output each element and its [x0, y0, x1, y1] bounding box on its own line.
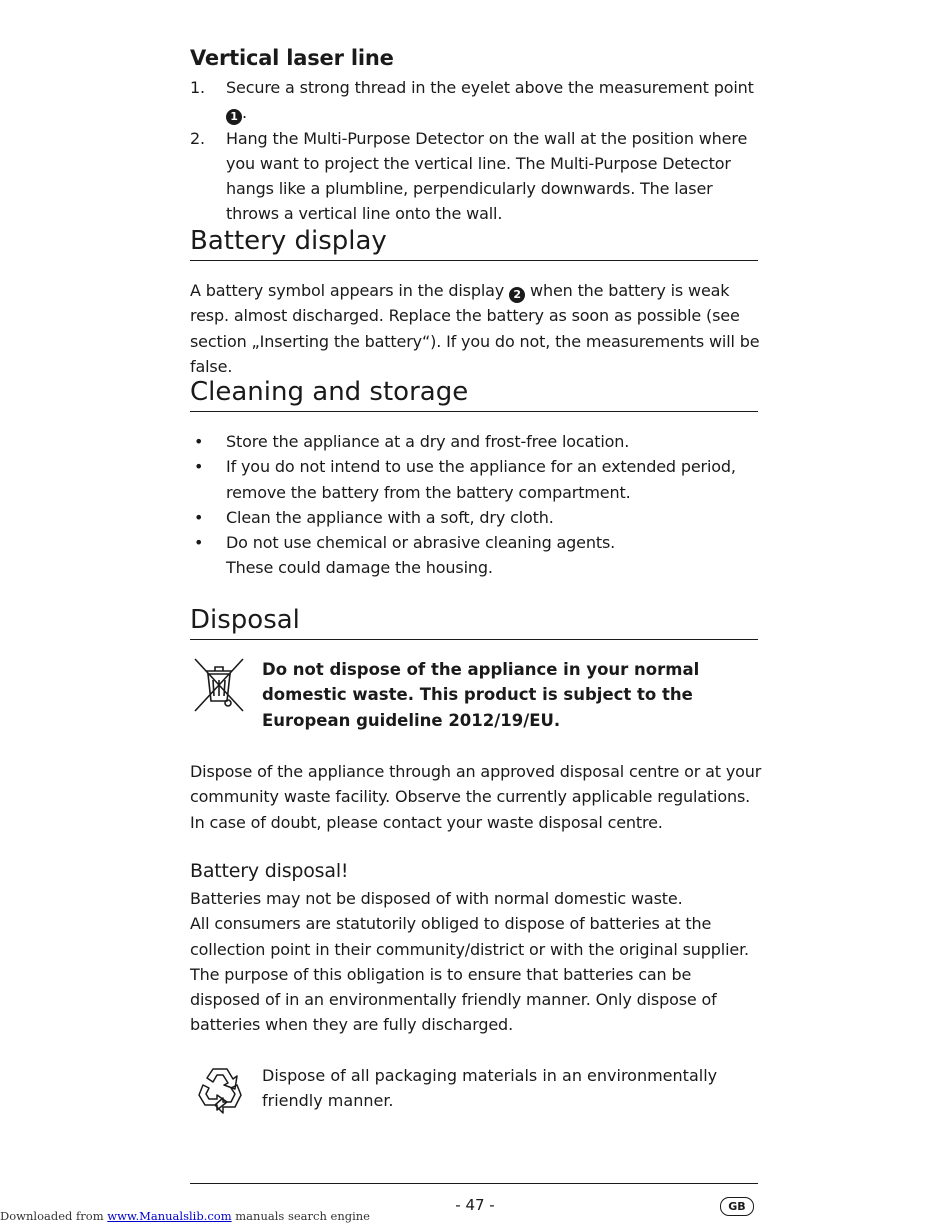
- download-prefix: Downloaded from: [0, 1209, 104, 1223]
- list-item: [190, 429, 762, 454]
- list-item: [190, 75, 762, 126]
- step-text: Secure a strong thread in the eyelet above the measurement point: [226, 78, 754, 97]
- page-number: - 47 -: [455, 1196, 495, 1214]
- laser-steps-list: [190, 75, 762, 227]
- bullet-marker: •: [194, 533, 204, 553]
- bullet-marker: •: [194, 457, 204, 477]
- battery-disposal-paragraph: Batteries may not be disposed of with normal domestic waste. All consumers are statutorily obliged to dispose of batteries at the collection point in their community/district or with the original supplier. The purpose of this obligation is to ensure that batteries can be disposed of in an environmentally friendly manner. Only dispose of batteries when they are fully discharged.: [190, 889, 749, 1035]
- bullet-marker: •: [194, 432, 204, 451]
- download-suffix: manuals search engine: [235, 1209, 370, 1223]
- paragraph-text: when the battery is weak resp. almost discharged. Replace the battery as soon as possible (see section „Inserting the battery“). If you do not, the measurements will be false.: [190, 281, 760, 376]
- section-heading-battery-display: Battery display: [190, 224, 758, 261]
- bullet-marker: •: [194, 507, 204, 527]
- step-text-tail: .: [242, 103, 247, 123]
- recycle-icon: [193, 1063, 247, 1121]
- packaging-note: Dispose of all packaging materials in an environmentally friendly manner.: [262, 1066, 718, 1111]
- step-text: Hang the Multi-Purpose Detector on the wall at the position where you want to project the vertical line. The Multi-Purpose Detector hangs like a plumbline, perpendicularly downwards. The laser throws a vertical line onto the wall.: [226, 128, 748, 224]
- list-item-text: Clean the appliance with a soft, dry cloth.: [226, 507, 554, 527]
- battery-display-paragraph: [190, 278, 762, 379]
- section-heading-battery-disposal: Battery disposal!: [190, 860, 349, 882]
- weee-notice: Do not dispose of the appliance in your normal domestic waste. This product is subject to the European guideline 2012/19/EU.: [262, 660, 700, 730]
- list-item: [190, 505, 762, 530]
- reference-number-badge: 1: [226, 109, 242, 125]
- crossed-out-wheelie-bin-icon: [193, 657, 245, 717]
- footer-divider: [190, 1183, 758, 1184]
- disposal-paragraph: Dispose of the appliance through an approved disposal centre or at your community waste facility. Observe the currently applicable regulations. In case of doubt, please contact your waste disposal centre.: [190, 762, 762, 832]
- cleaning-list: [190, 429, 762, 581]
- step-number: 2.: [190, 128, 205, 148]
- language-badge: GB: [720, 1197, 754, 1216]
- section-heading-disposal: Disposal: [190, 603, 758, 640]
- manualslib-link[interactable]: www.Manualslib.com: [107, 1209, 232, 1223]
- list-item-text: If you do not intend to use the appliance for an extended period, remove the battery from the battery compartment.: [226, 457, 736, 502]
- step-number: 1.: [190, 78, 205, 97]
- paragraph-text: A battery symbol appears in the display: [190, 281, 505, 300]
- list-item-text: Do not use chemical or abrasive cleaning agents. These could damage the housing.: [226, 533, 616, 578]
- reference-number-badge: 2: [509, 287, 525, 303]
- list-item: [190, 530, 762, 581]
- download-footer: [0, 1209, 370, 1223]
- list-item: [190, 126, 762, 227]
- list-item-text: Store the appliance at a dry and frost-free location.: [226, 432, 630, 451]
- list-item: [190, 454, 762, 505]
- section-heading-vertical-laser-line: Vertical laser line: [190, 46, 394, 70]
- section-heading-cleaning-and-storage: Cleaning and storage: [190, 375, 758, 412]
